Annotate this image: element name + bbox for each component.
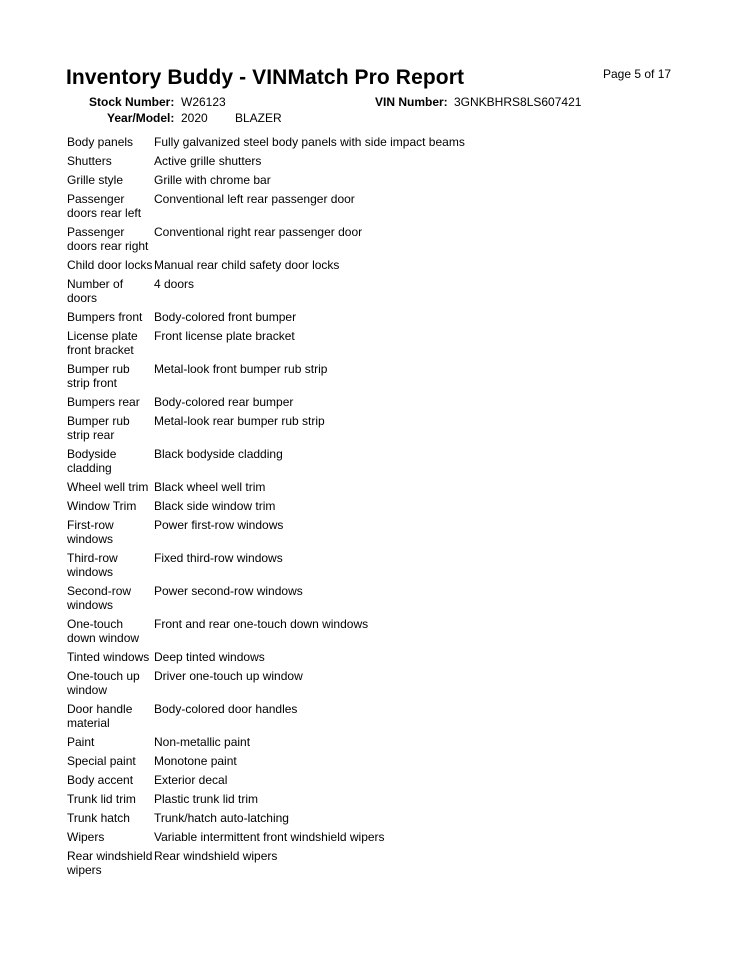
- spec-row: [67, 701, 667, 734]
- spec-value: Front and rear one-touch down windows: [154, 617, 369, 631]
- spec-label: Bodyside cladding: [67, 447, 117, 475]
- spec-value: Body-colored door handles: [154, 702, 298, 716]
- spec-label: Bumper rub strip rear: [67, 414, 130, 442]
- spec-label: Rear windshield wipers: [67, 849, 153, 877]
- spec-row: [67, 791, 667, 810]
- spec-row: [67, 413, 667, 446]
- spec-row: [67, 772, 667, 791]
- spec-value: Black wheel well trim: [154, 480, 266, 494]
- spec-row: [67, 479, 667, 498]
- spec-row: [67, 649, 667, 668]
- spec-label: Wipers: [67, 830, 105, 844]
- spec-value: Metal-look front bumper rub strip: [154, 362, 328, 376]
- spec-value: 4 doors: [154, 277, 195, 291]
- spec-row: [67, 550, 667, 583]
- spec-value: Black bodyside cladding: [154, 447, 283, 461]
- spec-row: [67, 191, 667, 224]
- spec-label: One-touch down window: [67, 617, 140, 645]
- year-value: 2020: [181, 111, 208, 125]
- spec-row: [67, 309, 667, 328]
- spec-value: Fixed third-row windows: [154, 551, 283, 565]
- spec-label: Second-row windows: [67, 584, 132, 612]
- spec-label: Body accent: [67, 773, 134, 787]
- spec-list: [67, 134, 667, 881]
- spec-value: Power first-row windows: [154, 518, 284, 532]
- spec-label: Bumper rub strip front: [67, 362, 130, 390]
- spec-value: Body-colored rear bumper: [154, 395, 294, 409]
- spec-label: Passenger doors rear right: [67, 225, 149, 253]
- page-number: Page 5 of 17: [603, 67, 672, 81]
- spec-value: Plastic trunk lid trim: [154, 792, 259, 806]
- spec-row: [67, 734, 667, 753]
- spec-row: [67, 394, 667, 413]
- spec-value: Power second-row windows: [154, 584, 303, 598]
- spec-row: [67, 134, 667, 153]
- spec-value: Trunk/hatch auto-latching: [154, 811, 289, 825]
- stock-number-value: W26123: [181, 95, 226, 109]
- spec-row: [67, 848, 667, 881]
- spec-label: Child door locks: [67, 258, 153, 272]
- spec-row: [67, 810, 667, 829]
- spec-label: Tinted windows: [67, 650, 150, 664]
- spec-value: Deep tinted windows: [154, 650, 265, 664]
- year-model-label: Year/Model:: [107, 111, 175, 125]
- spec-label: Number of doors: [67, 277, 124, 305]
- spec-value: Conventional right rear passenger door: [154, 225, 363, 239]
- spec-row: [67, 616, 667, 649]
- spec-label: Trunk lid trim: [67, 792, 136, 806]
- spec-value: Variable intermittent front windshield wipers: [154, 830, 385, 844]
- spec-label: Paint: [67, 735, 95, 749]
- spec-label: Bumpers front: [67, 310, 143, 324]
- spec-row: [67, 257, 667, 276]
- spec-row: [67, 668, 667, 701]
- spec-value: Exterior decal: [154, 773, 228, 787]
- spec-label: Passenger doors rear left: [67, 192, 142, 220]
- spec-row: [67, 753, 667, 772]
- spec-label: License plate front bracket: [67, 329, 138, 357]
- spec-value: Front license plate bracket: [154, 329, 295, 343]
- spec-value: Monotone paint: [154, 754, 237, 768]
- spec-label: Trunk hatch: [67, 811, 130, 825]
- spec-value: Conventional left rear passenger door: [154, 192, 355, 206]
- spec-value: Body-colored front bumper: [154, 310, 297, 324]
- vin-number-value: 3GNKBHRS8LS607421: [454, 95, 582, 109]
- spec-label: One-touch up window: [67, 669, 140, 697]
- spec-row: [67, 361, 667, 394]
- spec-label: Shutters: [67, 154, 112, 168]
- vin-number-label: VIN Number:: [375, 95, 448, 109]
- spec-row: [67, 328, 667, 361]
- spec-label: Body panels: [67, 135, 134, 149]
- spec-label: Grille style: [67, 173, 124, 187]
- spec-row: [67, 829, 667, 848]
- stock-number-label: Stock Number:: [89, 95, 175, 109]
- spec-label: First-row windows: [67, 518, 114, 546]
- spec-row: [67, 276, 667, 309]
- spec-value: Fully galvanized steel body panels with side impact beams: [154, 135, 465, 149]
- spec-label: Wheel well trim: [67, 480, 149, 494]
- model-value: BLAZER: [235, 111, 282, 125]
- report-title: Inventory Buddy - VINMatch Pro Report: [66, 66, 465, 89]
- spec-row: [67, 224, 667, 257]
- spec-row: [67, 172, 667, 191]
- spec-row: [67, 153, 667, 172]
- spec-value: Manual rear child safety door locks: [154, 258, 340, 272]
- spec-value: Driver one-touch up window: [154, 669, 303, 683]
- spec-value: Rear windshield wipers: [154, 849, 278, 863]
- spec-row: [67, 446, 667, 479]
- spec-label: Door handle material: [67, 702, 133, 730]
- spec-value: Metal-look rear bumper rub strip: [154, 414, 325, 428]
- spec-row: [67, 498, 667, 517]
- spec-value: Black side window trim: [154, 499, 276, 513]
- spec-value: Grille with chrome bar: [154, 173, 271, 187]
- spec-value: Non-metallic paint: [154, 735, 251, 749]
- spec-value: Active grille shutters: [154, 154, 262, 168]
- spec-label: Window Trim: [67, 499, 137, 513]
- spec-row: [67, 583, 667, 616]
- spec-row: [67, 517, 667, 550]
- spec-label: Third-row windows: [67, 551, 118, 579]
- spec-label: Special paint: [67, 754, 136, 768]
- spec-label: Bumpers rear: [67, 395, 140, 409]
